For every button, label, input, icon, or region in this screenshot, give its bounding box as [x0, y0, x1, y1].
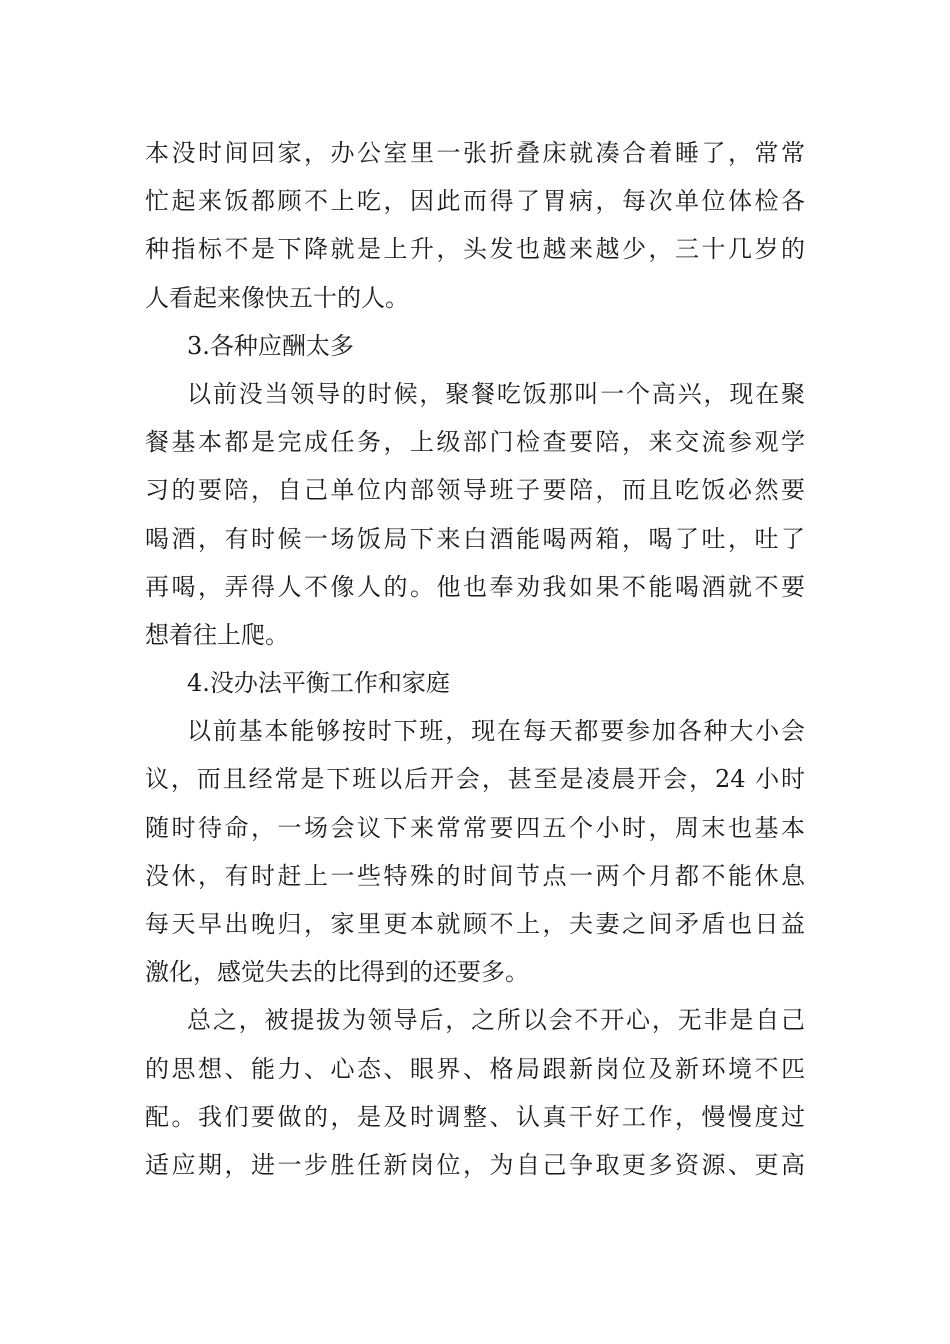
- section-heading: 3.各种应酬太多: [187, 331, 354, 360]
- text-line: 喝酒，有时候一场饭局下来白酒能喝两箱，喝了吐，吐了: [145, 524, 805, 553]
- section-heading: 4.没办法平衡工作和家庭: [187, 669, 450, 698]
- text-line: 没休，有时赶上一些特殊的时间节点一两个月都不能休息: [145, 861, 805, 890]
- text-line: 忙起来饭都顾不上吃，因此而得了胃病，每次单位体检各: [145, 187, 805, 216]
- text-line: 议，而且经常是下班以后开会，甚至是凌晨开会，24 小时: [145, 765, 805, 794]
- text-line: 配。我们要做的，是及时调整、认真干好工作，慢慢度过: [145, 1102, 805, 1131]
- text-line: 种指标不是下降就是上升，头发也越来越少，三十几岁的: [145, 235, 805, 264]
- text-line: 想着往上爬。: [145, 620, 289, 649]
- text-line: 激化，感觉失去的比得到的还要多。: [145, 958, 529, 987]
- text-line: 以前没当领导的时候，聚餐吃饭那叫一个高兴，现在聚: [187, 379, 805, 408]
- text-line: 以前基本能够按时下班，现在每天都要参加各种大小会: [187, 717, 805, 746]
- text-line: 人看起来像快五十的人。: [145, 283, 409, 312]
- text-line: 适应期，进一步胜任新岗位，为自己争取更多资源、更高: [145, 1150, 805, 1179]
- text-line: 的思想、能力、心态、眼界、格局跟新岗位及新环境不匹: [145, 1054, 805, 1083]
- text-line: 再喝，弄得人不像人的。他也奉劝我如果不能喝酒就不要: [145, 572, 805, 601]
- text-line: 随时待命，一场会议下来常常要四五个小时，周末也基本: [145, 813, 805, 842]
- text-line: 习的要陪，自己单位内部领导班子要陪，而且吃饭必然要: [145, 476, 805, 505]
- text-line: 餐基本都是完成任务，上级部门检查要陪，来交流参观学: [145, 428, 805, 457]
- text-line: 本没时间回家，办公室里一张折叠床就凑合着睡了，常常: [145, 139, 805, 167]
- body-text: [145, 129, 805, 1189]
- text-line: 总之，被提拔为领导后，之所以会不开心，无非是自己: [187, 1006, 805, 1035]
- text-line: 每天早出晚归，家里更本就顾不上，夫妻之间矛盾也日益: [145, 910, 805, 938]
